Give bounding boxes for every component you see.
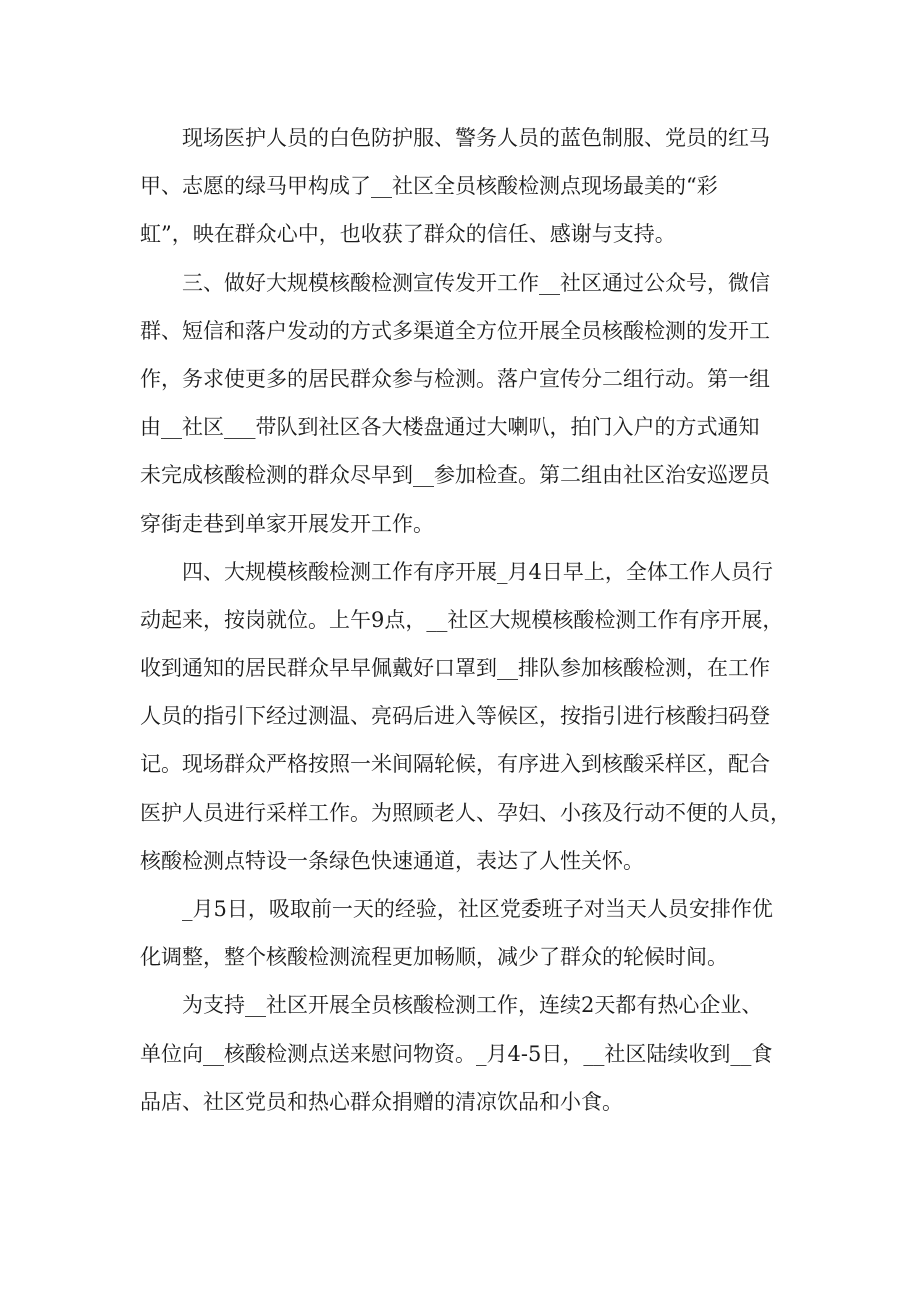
text-line: 记。现场群众严格按照一米间隔轮候，有序进入到核酸采样区，配合 [140, 752, 770, 777]
text-line: 人员的指引下经过测温、亮码后进入等候区，按指引进行核酸扫码登 [140, 704, 770, 729]
paragraph [140, 114, 785, 259]
text-line: 医护人员进行采样工作。为照顾老人、孕妇、小孩及行动不便的人员， [140, 800, 791, 825]
text-line: 品店、社区党员和热心群众捐赠的清凉饮品和小食。 [140, 1089, 623, 1114]
text-line: 动起来，按岗就位。上午9点，__社区大规模核酸检测工作有序开展， [140, 607, 784, 632]
text-line: 为支持__社区开展全员核酸检测工作，连续2天都有热心企业、 [140, 993, 763, 1018]
text-line: 单位向__核酸检测点送来慰问物资。_月4-5日，__社区陆续收到__食 [140, 1041, 773, 1066]
paragraph [140, 548, 791, 885]
text-line: 三、做好大规模核酸检测宣传发开工作__社区通过公众号，微信 [140, 270, 770, 295]
paragraph [140, 981, 785, 1126]
text-line: 化调整，整个核酸检测流程更加畅顺，减少了群众的轮候时间。 [140, 945, 728, 970]
text-line: 虹”，映在群众心中，也收获了群众的信任、感谢与支持。 [140, 222, 676, 247]
text-line: 群、短信和落户发动的方式多渠道全方位开展全员核酸检测的发开工 [140, 318, 770, 343]
text-line: 现场医护人员的白色防护服、警务人员的蓝色制服、党员的红马 [140, 126, 770, 150]
text-line: 收到通知的居民群众早早佩戴好口罩到__排队参加核酸检测，在工作 [140, 656, 770, 681]
text-line: _月5日，吸取前一天的经验，社区党委班子对当天人员安排作优 [140, 897, 773, 921]
paragraph [140, 885, 785, 981]
paragraph [140, 259, 785, 548]
text-line: 甲、志愿的绿马甲构成了__社区全员核酸检测点现场最美的“彩 [140, 174, 718, 199]
text-line: 作，务求使更多的居民群众参与检测。落户宣传分二组行动。第一组 [140, 366, 770, 391]
text-line: 核酸检测点特设一条绿色快速通道，表达了人性关怀。 [140, 848, 644, 873]
text-line: 穿街走巷到单家开展发开工作。 [140, 511, 434, 536]
text-line: 由__社区___带队到社区各大楼盘通过大喇叭，拍门入户的方式通知 [140, 415, 760, 440]
document-body [140, 114, 791, 1126]
text-line: 未完成核酸检测的群众尽早到__参加检查。第二组由社区治安巡逻员 [140, 463, 770, 488]
text-line: 四、大规模核酸检测工作有序开展_月4日早上，全体工作人员行 [140, 559, 773, 584]
